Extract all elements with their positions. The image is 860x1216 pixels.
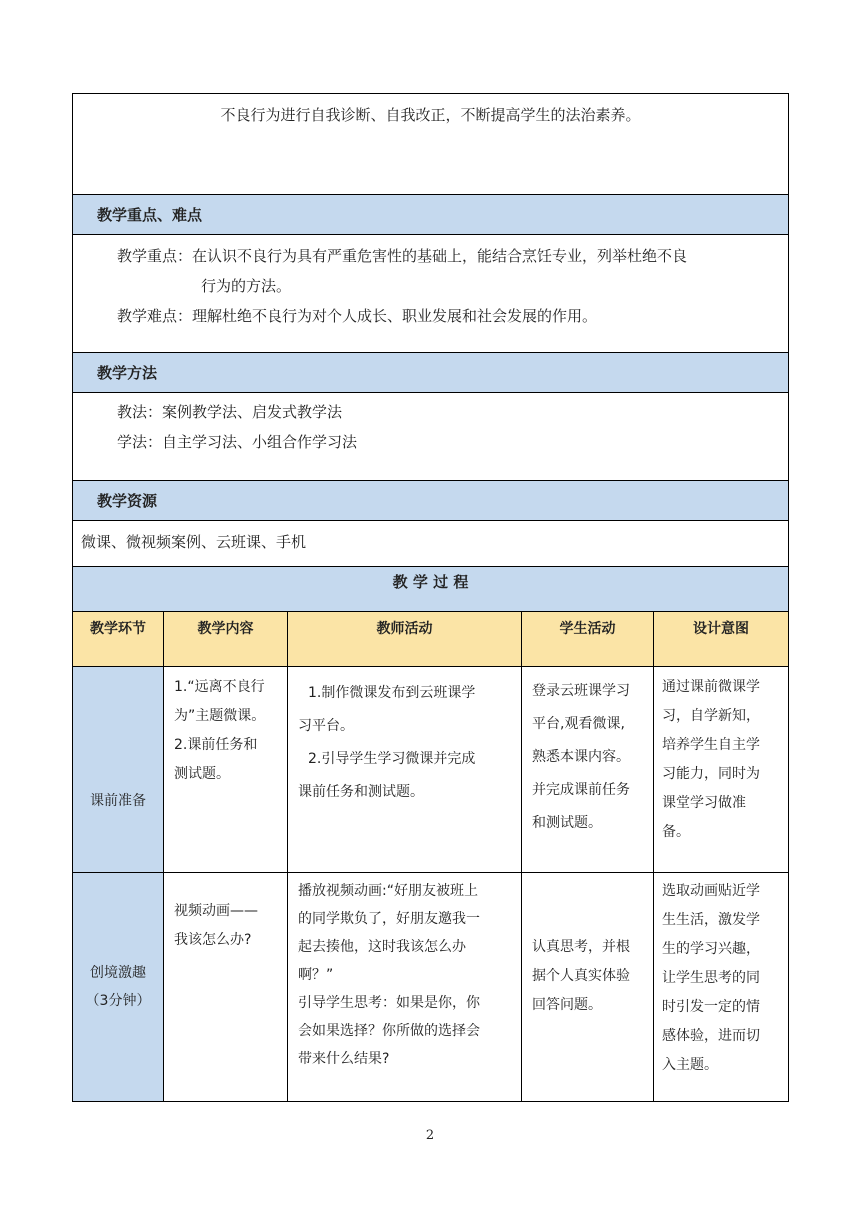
teacher-cell [288,667,522,872]
intent-line: 课堂学习做准 [662,795,746,811]
teacher-line: 播放视频动画:“好朋友被班上 [298,883,478,899]
process-row [73,873,788,1101]
methods-body [73,393,788,481]
content-line: 1.“远离不良行 [174,679,265,695]
intent-line: 入主题。 [662,1057,718,1073]
col-header-intent: 设计意图 [654,612,788,666]
col-header-teacher: 教师活动 [288,612,522,666]
intent-line: 让学生思考的同 [662,970,760,986]
intent-cell [654,873,788,1101]
col-header-stage: 教学环节 [73,612,164,666]
teacher-line: 2.引导学生学习微课并完成 [308,751,476,767]
process-row [73,667,788,873]
student-line: 和测试题。 [532,815,602,831]
content-line: 我该怎么办? [174,932,252,948]
student-line: 熟悉本课内容。 [532,749,630,765]
stage-duration: （3分钟） [85,993,151,1009]
intro-line: 不良行为进行自我诊断、自我改正，不断提高学生的法治素养。 [220,106,641,124]
intent-line: 生的学习兴趣， [662,941,760,957]
key-points-header [73,195,788,235]
teacher-line: 课前任务和测试题。 [298,784,424,800]
student-line: 回答问题。 [532,997,602,1013]
resources-title: 教学资源 [97,492,158,510]
col-header-student: 学生活动 [522,612,654,666]
teacher-line: 习平台。 [298,718,354,734]
intro-row [73,94,788,195]
lesson-plan-table [72,93,789,1102]
process-header [73,567,788,612]
intent-line: 备。 [662,824,690,840]
focus-line-continued [117,271,780,301]
teacher-line: 啊？” [298,967,334,983]
intent-line: 生生活，激发学 [662,912,760,928]
page-number: 2 [425,1128,435,1143]
focus-text-2: 行为的方法。 [201,277,292,295]
student-cell [522,873,654,1101]
difficulty-text: 理解杜绝不良行为对个人成长、职业发展和社会发展的作用。 [192,307,598,325]
key-points-body [73,235,788,353]
methods-header [73,353,788,393]
student-cell [522,667,654,872]
focus-text: 在认识不良行为具有严重危害性的基础上，能结合烹饪专业，列举杜绝不良 [192,247,688,265]
difficulty-line [117,301,780,331]
stage-label: 创境激趣 [90,965,146,981]
content-line: 视频动画—— [174,903,258,919]
stage-cell [73,873,164,1101]
student-line: 认真思考，并根 [532,939,630,955]
teacher-line: 的同学欺负了，好朋友邀我一 [298,911,480,927]
intent-cell [654,667,788,872]
focus-label: 教学重点： [117,247,193,265]
intent-line: 选取动画贴近学 [662,883,760,899]
learn-method: 学法：自主学习法、小组合作学习法 [117,433,358,451]
content-line: 为”主题微课。 [174,708,266,724]
intent-line: 时引发一定的情 [662,999,760,1015]
teach-method: 教法：案例教学法、启发式教学法 [117,403,343,421]
student-line: 据个人真实体验 [532,968,630,984]
content-cell [164,667,288,872]
intent-line: 习能力，同时为 [662,766,760,782]
methods-title: 教学方法 [97,364,158,382]
student-line: 平台,观看微课, [532,716,625,732]
student-line: 登录云班课学习 [532,683,630,699]
content-cell [164,873,288,1101]
teacher-line: 起去揍他，这时我该怎么办 [298,939,466,955]
key-points-title: 教学重点、难点 [97,206,203,224]
resources-body [73,521,788,567]
stage-label: 课前准备 [90,793,146,809]
focus-line [117,241,780,271]
intent-line: 感体验，进而切 [662,1028,760,1044]
stage-cell [73,667,164,872]
process-column-headers [73,612,788,667]
intent-line: 习，自学新知， [662,708,760,724]
teacher-cell [288,873,522,1101]
content-line: 测试题。 [174,766,230,782]
col-header-content: 教学内容 [164,612,288,666]
resources-header [73,481,788,521]
teacher-line: 引导学生思考：如果是你，你 [298,995,480,1011]
intent-line: 培养学生自主学 [662,737,760,753]
teacher-line: 会如果选择？你所做的选择会 [298,1023,480,1039]
teacher-line: 带来什么结果? [298,1051,390,1067]
teacher-line: 1.制作微课发布到云班课学 [308,685,476,701]
difficulty-label: 教学难点： [117,307,193,325]
resources-text: 微课、微视频案例、云班课、手机 [81,533,307,551]
process-title: 教 学 过 程 [392,573,469,591]
content-line: 2.课前任务和 [174,737,258,753]
intent-line: 通过课前微课学 [662,679,760,695]
student-line: 并完成课前任务 [532,782,630,798]
